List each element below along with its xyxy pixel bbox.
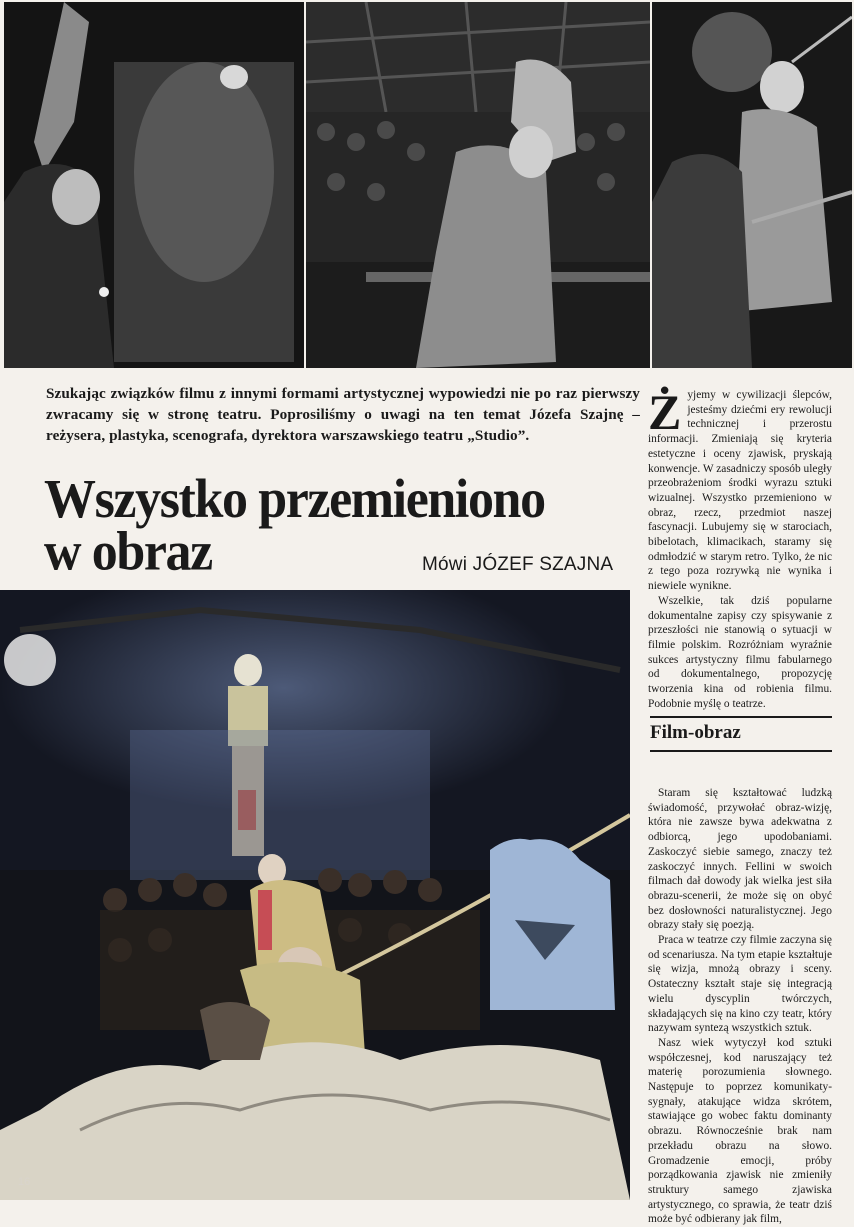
paragraph: Wszelkie, tak dziś popularne dokumentalne zapisy czy spisywanie z przeszłości nie stanowią o sytuacji w filmie polskim. Rozróżniam wyraźnie sukces artystyczny filmu fabularnego od dokumentalnego, propozycję tworzenia kina od robienia filmu. Podobnie myślę o teatrze. [648, 594, 832, 710]
stage-photo-actor-raised-arm [4, 2, 304, 368]
paragraph: Praca w teatrze czy filmie zaczyna się od scenariusza. Na tym etapie kształtuje się wizja, mnożą obrazy i sceny. Ostateczny kształt staje się integracją wielu dyscyplin twórczych, składających się na kino czy teatr, który nazywam syntezą wszystkich sztuk. [648, 934, 832, 1035]
paragraph: Staram się kształtować ludzką świadomość, przywołać obraz-wizję, która nie zawsze bywa adekwatna z odbiorcą, jego upodobaniami. Zaskoczyć siebie samego, znaczy też zaskoczyć innych. Fellini w swoich filmach dał dowody jak wielka jest siła obrazu-scenerii, że może się on obyć bez dosłowności naturalistycznej. Jego obrazy stały się poezją. [648, 787, 832, 932]
headline-line-2: w obraz [44, 522, 212, 583]
section-heading-film-obraz: Film-obraz [650, 716, 832, 752]
page-number: 16 [18, 1176, 31, 1188]
stage-photo-figure-with-rope [652, 2, 852, 368]
stage-photo-masked-performer [306, 2, 650, 368]
right-column-intro [648, 384, 832, 711]
right-column-section [648, 786, 832, 1227]
paragraph: Nasz wiek wytyczył kod sztuki współczesnej, kod naruszający też materię porozumienia słownego. Następuje to poprzez komunikaty-sygnały, atakujące widza skrótem, stawiające go wobec faktu dominanty obrazu. Równocześnie brak nam przekładu obrazu na słowo. Gromadzenie emocji, próby porządkowania zjawisk nie zmieniły struktury samego zjawiska artystycznego, co sprawia, że teatr dziś może być odbierany jak film, [648, 1036, 832, 1226]
stage-photo-performance-scene [0, 590, 630, 1200]
drop-cap: Ż [648, 384, 682, 440]
paragraph: yjemy w cywilizacji ślepców, jesteśmy dziećmi ery rewolucji technicznej i przerostu informacji. Zmieniają się kryteria estetyczne i oceny zjawisk, pryskają konwencje. W zasadniczy sposób uległy przeobrażeniom środki wyrazu sztuki wizualnej. Wszystko przemieniono w obraz, rzecz, przedmiot naszej fascynacji. Lubujemy się w starociach, bibelotach, klimacikach, staramy się odmłodzić w starym retro. Tylko, że nic z tego poza rozrywką nie wynika i niewiele wynikne. [648, 389, 832, 593]
headline-line-1: Wszystko przemieniono [44, 469, 545, 530]
article-byline: Mówi JÓZEF SZAJNA [422, 554, 614, 575]
article-lead: Szukając związków filmu z innymi formami artystycznej wypowiedzi nie po raz pierwszy zwracamy się w stronę teatru. Poprosiliśmy o uwagi na ten temat Józefa Szajnę – reżysera, plastyka, scenografa, dyrektora warszawskiego teatru „Studio”. [46, 385, 640, 444]
